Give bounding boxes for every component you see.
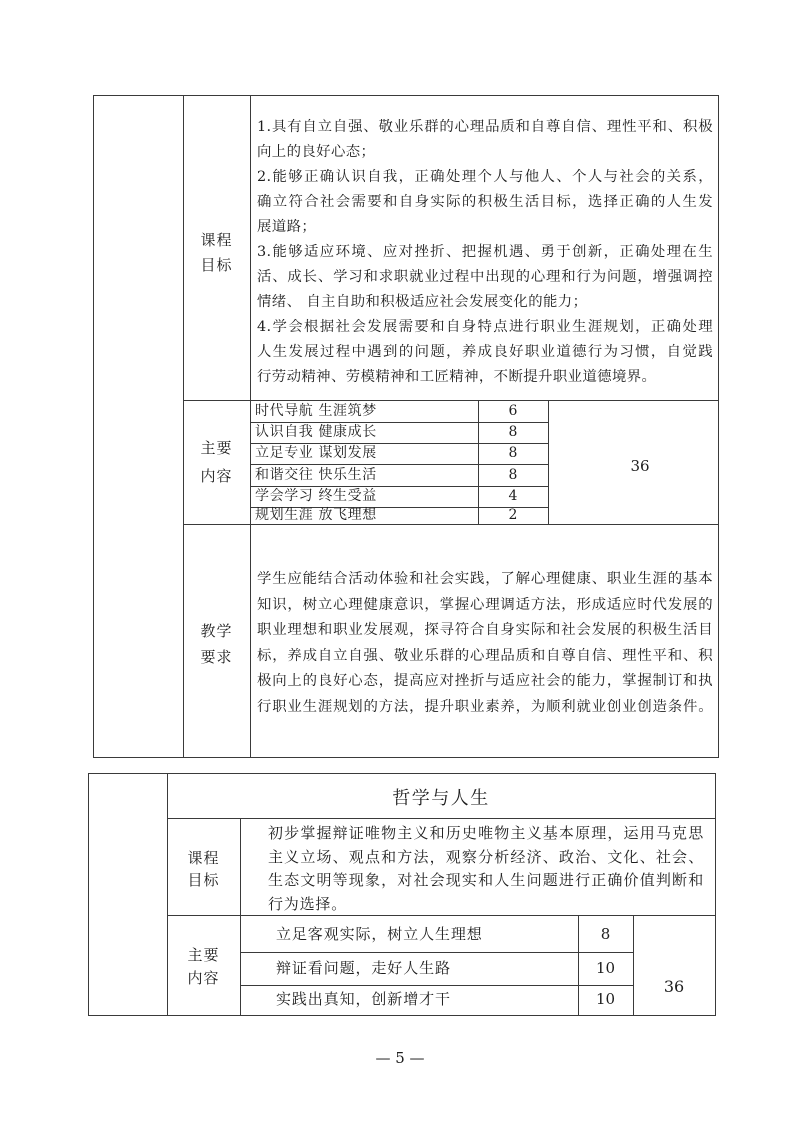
objective-line: 生态文明等现象，对社会现实和人生问题进行正确价值判断和 bbox=[268, 871, 704, 890]
unit-hours: 8 bbox=[508, 467, 518, 483]
table-rule bbox=[88, 773, 716, 774]
label-line: 内容 bbox=[187, 969, 220, 987]
course1-objectives-text bbox=[257, 115, 713, 390]
course1-requirements-text bbox=[257, 567, 713, 721]
unit-title: 辩证看问题，走好人生路 bbox=[276, 959, 451, 977]
requirement-line: 学生应能结合活动体验和社会实践，了解心理健康、职业生涯的基本 bbox=[257, 571, 713, 587]
course1-content-label bbox=[183, 434, 250, 490]
objective-line: 主义立场、观点和方法，观察分析经济、政治、文化、社会、 bbox=[268, 847, 704, 866]
unit-title: 认识自我 健康成长 bbox=[255, 424, 377, 440]
page-number: — 5 — bbox=[375, 1049, 425, 1067]
label-line: 主要 bbox=[187, 946, 220, 964]
objective-line: 行为选择。 bbox=[268, 895, 348, 914]
table-rule bbox=[93, 95, 719, 96]
table-rule bbox=[88, 773, 89, 1016]
requirement-line: 极向上的良好心态，提高应对挫折与适应社会的能力，掌握制订和执 bbox=[257, 673, 713, 690]
course1-objectives-label bbox=[183, 228, 250, 278]
label-line: 目标 bbox=[187, 871, 220, 889]
unit-title: 规划生涯 放飞理想 bbox=[255, 507, 377, 523]
unit-title: 和谐交往 快乐生活 bbox=[255, 467, 377, 483]
table-rule bbox=[183, 524, 719, 525]
objective-line: 2.能够正确认识自我，正确处理个人与他人、个人与社会的关系， bbox=[257, 169, 713, 185]
table-rule bbox=[88, 1015, 716, 1016]
objective-line: 向上的良好心态； bbox=[257, 144, 376, 160]
requirement-line: 知识，树立心理健康意识，掌握心理调适方法，形成适应时代发展的 bbox=[257, 596, 713, 613]
label-line: 教学 bbox=[200, 622, 233, 640]
objective-line: 展道路； bbox=[257, 219, 317, 235]
table-rule bbox=[718, 95, 719, 758]
table-rule bbox=[93, 757, 719, 758]
table-rule bbox=[715, 773, 716, 1016]
label-line: 目标 bbox=[200, 256, 233, 274]
unit-hours: 8 bbox=[508, 445, 518, 461]
unit-hours: 4 bbox=[508, 488, 518, 504]
unit-title: 立足客观实际，树立人生理想 bbox=[276, 925, 483, 943]
total-hours: 36 bbox=[663, 977, 685, 996]
objective-line: 行劳动精神、劳模精神和工匠精神，不断提升职业道德境界。 bbox=[257, 369, 657, 385]
course2-title: 哲学与人生 bbox=[392, 788, 490, 809]
requirement-line: 行职业生涯规划的方法，提升职业素养，为顺利就业创业创造条件。 bbox=[257, 698, 713, 715]
objective-line: 情绪、 自主自助和积极适应社会发展变化的能力； bbox=[257, 294, 588, 310]
unit-title: 实践出真知，创新增才干 bbox=[276, 990, 451, 1008]
course2-objectives-text bbox=[268, 822, 704, 917]
label-line: 内容 bbox=[200, 467, 233, 485]
objective-line: 活、成长、学习和求职就业过程中出现的心理和行为问题，增强调控 bbox=[257, 269, 713, 285]
table-rule bbox=[633, 915, 634, 1016]
unit-title: 时代导航 生涯筑梦 bbox=[255, 403, 377, 419]
unit-hours: 10 bbox=[595, 959, 616, 977]
objective-line: 1.具有自立自强、敬业乐群的心理品质和自尊自信、理性平和、积极 bbox=[257, 119, 713, 135]
requirement-line: 标，养成自立自强、敬业乐群的心理品质和自尊自信、理性平和、积 bbox=[257, 647, 713, 664]
label-line: 要求 bbox=[200, 648, 233, 666]
table-rule bbox=[250, 95, 251, 758]
label-line: 主要 bbox=[200, 439, 233, 457]
unit-hours: 10 bbox=[595, 990, 616, 1008]
course1-requirements-label bbox=[183, 618, 250, 670]
objective-line: 人生发展过程中遇到的问题，养成良好职业道德行为习惯，自觉践 bbox=[257, 344, 713, 360]
unit-hours: 6 bbox=[508, 403, 518, 419]
objective-line: 确立符合社会需要和自身实际的积极生活目标，选择正确的人生发 bbox=[257, 194, 713, 210]
course2-objectives-label bbox=[167, 847, 240, 891]
table-rule bbox=[240, 818, 241, 1016]
table-rule bbox=[93, 95, 94, 758]
unit-hours: 8 bbox=[508, 424, 518, 440]
unit-hours: 2 bbox=[508, 507, 518, 523]
label-line: 课程 bbox=[187, 849, 220, 867]
total-hours: 36 bbox=[630, 457, 650, 475]
course2-content-label bbox=[167, 944, 240, 990]
objective-line: 4.学会根据社会发展需要和自身特点进行职业生涯规划，正确处理 bbox=[257, 319, 713, 335]
objective-line: 初步掌握辩证唯物主义和历史唯物主义基本原理，运用马克思 bbox=[268, 824, 704, 842]
unit-title: 学会学习 终生受益 bbox=[255, 488, 377, 504]
objective-line: 3.能够适应环境、应对挫折、把握机遇、勇于创新，正确处理在生 bbox=[257, 244, 713, 260]
unit-hours: 8 bbox=[600, 925, 611, 943]
label-line: 课程 bbox=[200, 231, 233, 249]
unit-title: 立足专业 谋划发展 bbox=[255, 445, 377, 461]
table-rule bbox=[548, 400, 549, 524]
requirement-line: 职业理想和职业发展观，探寻符合自身实际和社会发展的积极生活目 bbox=[257, 622, 713, 639]
